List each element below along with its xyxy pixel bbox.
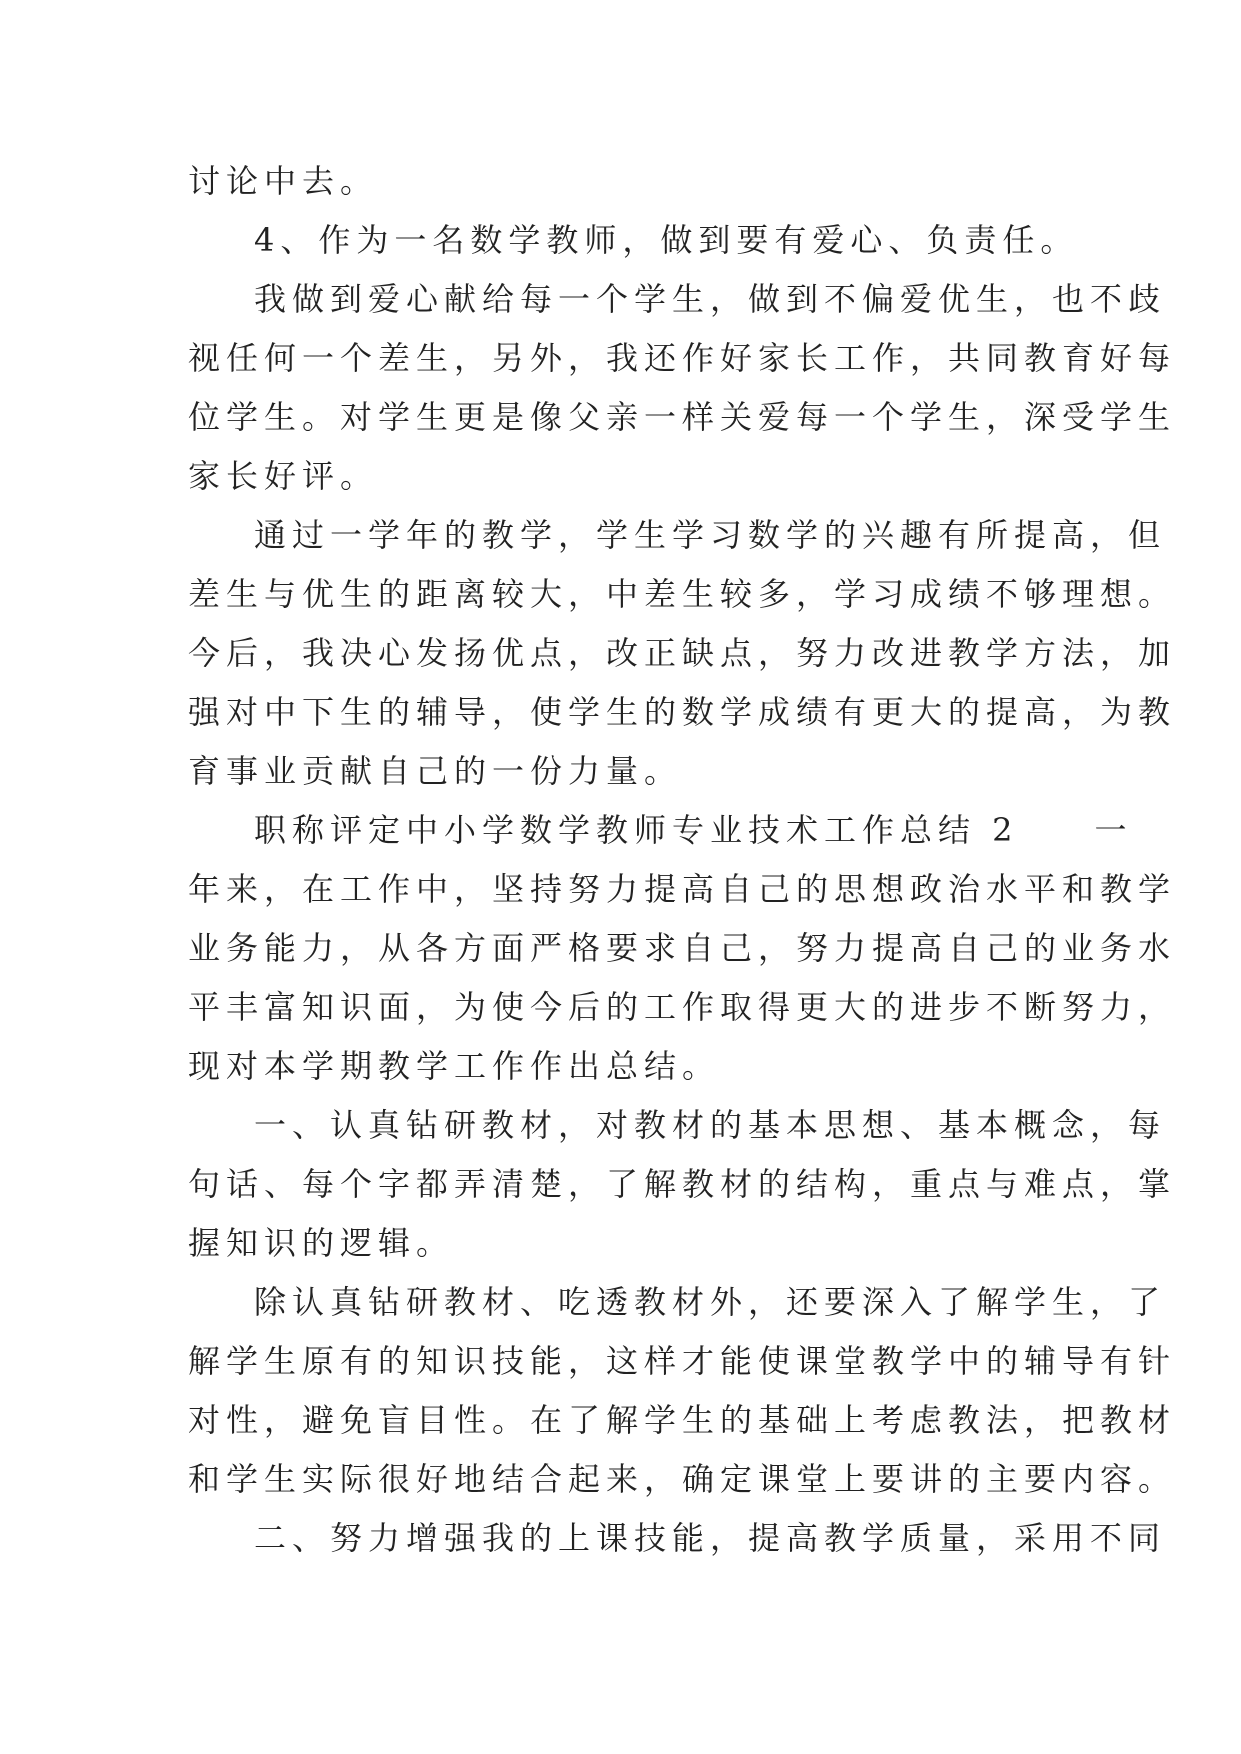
text-line: 育事业贡献自己的一份力量。 [188,752,683,790]
text-line: 现对本学期教学工作作出总结。 [188,1047,721,1085]
text-line: 我做到爱心献给每一个学生，做到不偏爱优生，也不歧 [254,280,1167,318]
text-line: 业务能力，从各方面严格要求自己，努力提高自己的业务水 [188,929,1177,967]
text-line: 年来，在工作中，坚持努力提高自己的思想政治水平和教学 [188,870,1177,908]
text-line: 强对中下生的辅导，使学生的数学成绩有更大的提高，为教 [188,693,1177,731]
text-line: 视任何一个差生，另外，我还作好家长工作，共同教育好每 [188,339,1177,377]
text-line: 握知识的逻辑。 [188,1224,455,1262]
text-line: 家长好评。 [188,457,379,495]
text-line: 一、认真钻研教材，对教材的基本思想、基本概念，每 [254,1106,1167,1144]
text-line: 对性，避免盲目性。在了解学生的基础上考虑教法，把教材 [188,1401,1177,1439]
text-line: 职称评定中小学数学教师专业技术工作总结 2 一 [254,811,1133,849]
text-line: 差生与优生的距离较大，中差生较多，学习成绩不够理想。 [188,575,1177,613]
text-line: 二、努力增强我的上课技能，提高教学质量，采用不同 [254,1519,1167,1557]
text-line: 4、作为一名数学教师，做到要有爱心、负责任。 [254,221,1079,259]
text-line: 今后，我决心发扬优点，改正缺点，努力改进教学方法，加 [188,634,1177,672]
text-line: 平丰富知识面，为使今后的工作取得更大的进步不断努力， [188,988,1177,1026]
text-line: 通过一学年的教学，学生学习数学的兴趣有所提高，但 [254,516,1167,554]
text-line: 位学生。对学生更是像父亲一样关爱每一个学生，深受学生 [188,398,1177,436]
text-line: 讨论中去。 [188,162,379,200]
text-line: 解学生原有的知识技能，这样才能使课堂教学中的辅导有针 [188,1342,1177,1380]
text-line: 句话、每个字都弄清楚，了解教材的结构，重点与难点，掌 [188,1165,1177,1203]
text-line: 和学生实际很好地结合起来，确定课堂上要讲的主要内容。 [188,1460,1177,1498]
text-line: 除认真钻研教材、吃透教材外，还要深入了解学生，了 [254,1283,1167,1321]
document-body [188,152,1177,1568]
